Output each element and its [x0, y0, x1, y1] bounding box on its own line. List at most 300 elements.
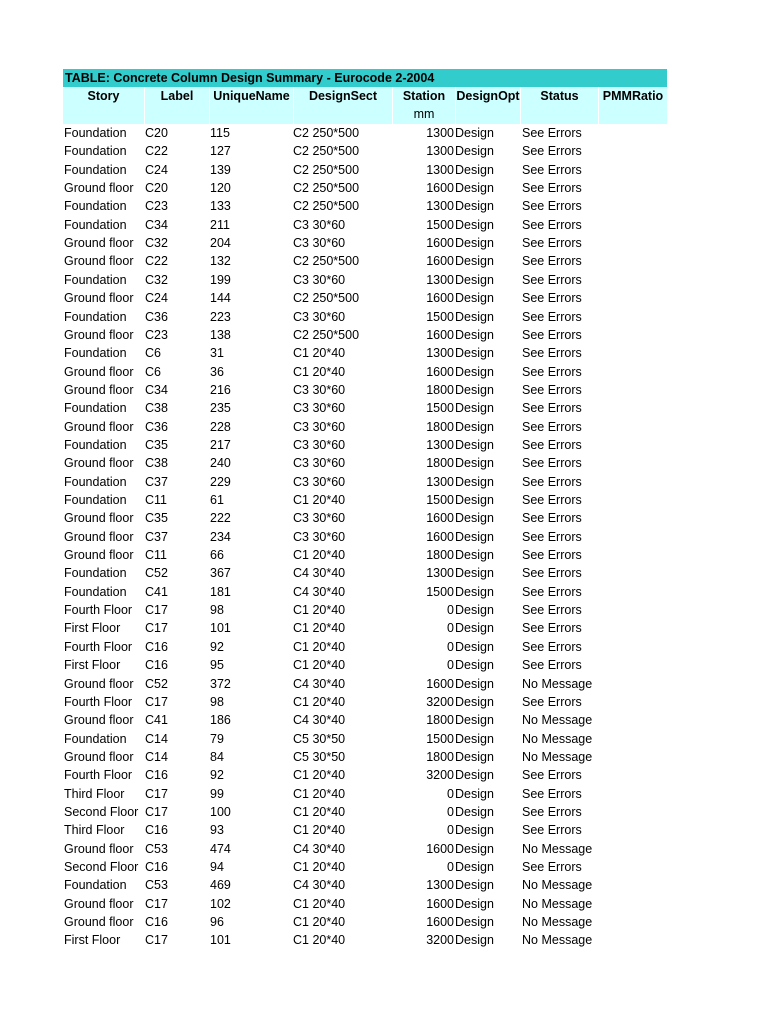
design-opt-cell: Design: [455, 878, 494, 893]
station-cell: 1600: [426, 511, 454, 526]
design-opt-cell: Design: [455, 621, 494, 636]
design-opt-cell: Design: [455, 511, 494, 526]
unique-name-cell: 98: [210, 603, 224, 618]
design-opt-cell: Design: [455, 346, 494, 361]
station-cell: 1500: [426, 401, 454, 416]
table-row: [63, 197, 667, 215]
station-cell: 0: [447, 804, 454, 819]
unique-name-cell: 115: [210, 126, 230, 140]
design-sect-cell: C2 250*500: [293, 162, 360, 177]
design-opt-cell: Design: [455, 896, 494, 911]
station-cell: 0: [447, 639, 454, 654]
station-cell: 1600: [426, 915, 454, 930]
unique-name-cell: 234: [210, 529, 231, 544]
status-cell: See Errors: [522, 566, 582, 581]
story-cell: Ground floor: [64, 915, 134, 930]
design-sect-cell: C3 30*60: [293, 474, 346, 489]
story-cell: Foundation: [64, 474, 127, 489]
label-cell: C34: [145, 382, 168, 397]
unique-name-cell: 216: [210, 382, 231, 397]
story-cell: Foundation: [64, 584, 127, 599]
unique-name-cell: 469: [210, 878, 231, 893]
table-row: [63, 564, 667, 582]
status-cell: See Errors: [522, 548, 582, 563]
story-cell: Ground floor: [64, 291, 134, 306]
station-cell: 0: [447, 603, 454, 618]
story-cell: Foundation: [64, 199, 127, 214]
story-cell: Foundation: [64, 272, 127, 287]
table-row: [63, 234, 667, 252]
header-station-unit: mm: [413, 107, 435, 121]
label-cell: C53: [145, 878, 168, 893]
label-cell: C52: [145, 676, 168, 691]
status-cell: See Errors: [522, 786, 582, 801]
design-sect-cell: C2 250*500: [293, 291, 360, 306]
unique-name-cell: 132: [210, 254, 231, 269]
table-row: [63, 546, 667, 564]
story-cell: Ground floor: [64, 749, 134, 764]
story-cell: Foundation: [64, 346, 127, 361]
design-sect-cell: C1 20*40: [293, 860, 346, 874]
story-cell: Ground floor: [64, 419, 134, 434]
station-cell: 1300: [426, 126, 454, 140]
table-row: [63, 124, 667, 142]
header-station: [392, 87, 455, 124]
unique-name-cell: 127: [210, 144, 231, 159]
header-design-sect: DesignSect: [293, 87, 392, 124]
station-cell: 1800: [426, 749, 454, 764]
design-sect-cell: C1 20*40: [293, 603, 346, 618]
unique-name-cell: 79: [210, 731, 224, 746]
table-row: [63, 785, 667, 803]
station-cell: 3200: [426, 768, 454, 783]
status-cell: No Message: [522, 713, 593, 728]
label-cell: C36: [145, 309, 168, 324]
design-opt-cell: Design: [455, 419, 494, 434]
design-sect-cell: C2 250*500: [293, 144, 360, 159]
table-row: [63, 436, 667, 454]
design-opt-cell: Design: [455, 199, 494, 214]
station-cell: 1800: [426, 548, 454, 563]
header-station-label: Station: [402, 89, 446, 103]
design-opt-cell: Design: [455, 401, 494, 416]
label-cell: C24: [145, 291, 168, 306]
story-cell: Foundation: [64, 217, 127, 232]
station-cell: 1800: [426, 456, 454, 471]
label-cell: C16: [145, 823, 168, 838]
label-cell: C38: [145, 401, 168, 416]
station-cell: 0: [447, 860, 454, 874]
table-row: [63, 308, 667, 326]
design-sect-cell: C1 20*40: [293, 823, 346, 838]
unique-name-cell: 101: [210, 933, 231, 948]
story-cell: Ground floor: [64, 548, 134, 563]
story-cell: Ground floor: [64, 236, 134, 251]
unique-name-cell: 211: [210, 217, 230, 232]
unique-name-cell: 474: [210, 841, 231, 856]
unique-name-cell: 66: [210, 548, 224, 563]
station-cell: 0: [447, 658, 454, 673]
table-row: [63, 840, 667, 858]
design-sect-cell: C3 30*60: [293, 309, 346, 324]
design-sect-cell: C1 20*40: [293, 621, 346, 636]
design-opt-cell: Design: [455, 731, 494, 746]
design-opt-cell: Design: [455, 529, 494, 544]
status-cell: No Message: [522, 896, 593, 911]
design-sect-cell: C3 30*60: [293, 419, 346, 434]
label-cell: C52: [145, 566, 168, 581]
status-cell: See Errors: [522, 860, 582, 874]
unique-name-cell: 199: [210, 272, 231, 287]
design-sect-cell: C3 30*60: [293, 529, 346, 544]
status-cell: No Message: [522, 749, 593, 764]
label-cell: C17: [145, 786, 168, 801]
table-title: TABLE: Concrete Column Design Summary - Eurocode 2-2004: [63, 69, 667, 87]
status-cell: See Errors: [522, 254, 582, 269]
table-row: [63, 528, 667, 546]
design-sect-cell: C1 20*40: [293, 364, 346, 379]
table-row: [63, 326, 667, 344]
story-cell: Fourth Floor: [64, 603, 133, 618]
design-sect-cell: C4 30*40: [293, 584, 346, 599]
design-sect-cell: C3 30*60: [293, 511, 346, 526]
header-unique-name: UniqueName: [209, 87, 293, 124]
header-row: [63, 87, 667, 124]
unique-name-cell: 95: [210, 658, 224, 673]
label-cell: C16: [145, 860, 168, 874]
label-cell: C23: [145, 199, 168, 214]
station-cell: 1300: [426, 878, 454, 893]
table-row: [63, 399, 667, 417]
status-cell: No Message: [522, 878, 593, 893]
unique-name-cell: 101: [210, 621, 231, 636]
design-sect-cell: C1 20*40: [293, 768, 346, 783]
label-cell: C22: [145, 144, 168, 159]
unique-name-cell: 240: [210, 456, 231, 471]
unique-name-cell: 94: [210, 860, 224, 874]
header-design-opt: DesignOpt: [455, 87, 520, 124]
label-cell: C36: [145, 419, 168, 434]
station-cell: 1800: [426, 419, 454, 434]
story-cell: Foundation: [64, 566, 127, 581]
station-cell: 1600: [426, 364, 454, 379]
table-row: [63, 711, 667, 729]
design-opt-cell: Design: [455, 603, 494, 618]
label-cell: C16: [145, 768, 168, 783]
story-cell: First Floor: [64, 658, 121, 673]
label-cell: C35: [145, 437, 168, 452]
status-cell: See Errors: [522, 382, 582, 397]
label-cell: C14: [145, 749, 168, 764]
status-cell: See Errors: [522, 272, 582, 287]
design-opt-cell: Design: [455, 804, 494, 819]
design-sect-cell: C3 30*60: [293, 382, 346, 397]
table-row: [63, 748, 667, 766]
table-row: [63, 473, 667, 491]
design-opt-cell: Design: [455, 327, 494, 342]
design-sect-cell: C3 30*60: [293, 456, 346, 471]
table-row: [63, 179, 667, 197]
story-cell: Ground floor: [64, 181, 134, 196]
status-cell: See Errors: [522, 126, 582, 140]
unique-name-cell: 367: [210, 566, 231, 581]
table-row: [63, 766, 667, 784]
label-cell: C37: [145, 474, 168, 489]
label-cell: C53: [145, 841, 168, 856]
station-cell: 1300: [426, 437, 454, 452]
label-cell: C17: [145, 694, 168, 709]
design-sect-cell: C1 20*40: [293, 915, 346, 930]
design-opt-cell: Design: [455, 823, 494, 838]
story-cell: Ground floor: [64, 382, 134, 397]
story-cell: Third Floor: [64, 823, 125, 838]
design-opt-cell: Design: [455, 456, 494, 471]
design-sect-cell: C3 30*60: [293, 401, 346, 416]
story-cell: Second Floor: [64, 804, 139, 819]
design-opt-cell: Design: [455, 126, 494, 140]
header-story: Story: [87, 89, 120, 103]
unique-name-cell: 96: [210, 915, 224, 930]
unique-name-cell: 36: [210, 364, 224, 379]
status-cell: See Errors: [522, 493, 582, 507]
design-opt-cell: Design: [455, 584, 494, 599]
story-cell: Fourth Floor: [64, 639, 133, 654]
story-cell: Foundation: [64, 309, 127, 324]
unique-name-cell: 84: [210, 749, 224, 764]
design-sect-cell: C2 250*500: [293, 126, 360, 140]
label-cell: C16: [145, 915, 168, 930]
label-cell: C35: [145, 511, 168, 526]
design-sect-cell: C4 30*40: [293, 878, 346, 893]
table-row: [63, 858, 667, 876]
table-row: [63, 675, 667, 693]
status-cell: See Errors: [522, 401, 582, 416]
status-cell: See Errors: [522, 437, 582, 452]
design-sect-cell: C2 250*500: [293, 254, 360, 269]
design-opt-cell: Design: [455, 841, 494, 856]
design-opt-cell: Design: [455, 639, 494, 654]
status-cell: No Message: [522, 841, 593, 856]
story-cell: Foundation: [64, 162, 127, 177]
table-row: [63, 454, 667, 472]
label-cell: C11: [145, 548, 168, 563]
design-opt-cell: Design: [455, 768, 494, 783]
table-row: [63, 876, 667, 894]
spreadsheet-table: [63, 69, 667, 948]
station-cell: 0: [447, 786, 454, 801]
design-sect-cell: C5 30*50: [293, 749, 346, 764]
station-cell: 1300: [426, 272, 454, 287]
status-cell: See Errors: [522, 217, 582, 232]
story-cell: Ground floor: [64, 529, 134, 544]
station-cell: 0: [447, 823, 454, 838]
unique-name-cell: 235: [210, 401, 231, 416]
table-row: [63, 142, 667, 160]
station-cell: 1600: [426, 327, 454, 342]
station-cell: 1300: [426, 474, 454, 489]
design-sect-cell: C5 30*50: [293, 731, 346, 746]
unique-name-cell: 133: [210, 199, 231, 214]
design-opt-cell: Design: [455, 860, 494, 874]
design-opt-cell: Design: [455, 217, 494, 232]
design-opt-cell: Design: [455, 694, 494, 709]
unique-name-cell: 217: [210, 437, 231, 452]
design-sect-cell: C1 20*40: [293, 639, 346, 654]
station-cell: 1600: [426, 841, 454, 856]
story-cell: Ground floor: [64, 364, 134, 379]
unique-name-cell: 100: [210, 804, 231, 819]
story-cell: Ground floor: [64, 676, 134, 691]
status-cell: See Errors: [522, 419, 582, 434]
label-cell: C23: [145, 327, 168, 342]
station-cell: 1800: [426, 713, 454, 728]
design-opt-cell: Design: [455, 254, 494, 269]
design-opt-cell: Design: [455, 566, 494, 581]
status-cell: No Message: [522, 731, 593, 746]
design-sect-cell: C4 30*40: [293, 841, 346, 856]
station-cell: 1600: [426, 236, 454, 251]
design-opt-cell: Design: [455, 236, 494, 251]
unique-name-cell: 139: [210, 162, 231, 177]
status-cell: See Errors: [522, 529, 582, 544]
status-cell: No Message: [522, 676, 593, 691]
design-opt-cell: Design: [455, 272, 494, 287]
status-cell: See Errors: [522, 144, 582, 159]
status-cell: See Errors: [522, 456, 582, 471]
status-cell: See Errors: [522, 327, 582, 342]
status-cell: See Errors: [522, 658, 582, 673]
label-cell: C34: [145, 217, 168, 232]
status-cell: See Errors: [522, 162, 582, 177]
unique-name-cell: 92: [210, 639, 224, 654]
design-opt-cell: Design: [455, 291, 494, 306]
label-cell: C17: [145, 933, 168, 948]
design-opt-cell: Design: [455, 437, 494, 452]
table-row: [63, 601, 667, 619]
table-row: [63, 656, 667, 674]
label-cell: C32: [145, 236, 168, 251]
design-sect-cell: C3 30*60: [293, 236, 346, 251]
unique-name-cell: 228: [210, 419, 231, 434]
status-cell: See Errors: [522, 768, 582, 783]
label-cell: C17: [145, 621, 168, 636]
status-cell: See Errors: [522, 236, 582, 251]
design-sect-cell: C2 250*500: [293, 327, 360, 342]
table-row: [63, 491, 667, 509]
status-cell: See Errors: [522, 181, 582, 196]
station-cell: 1500: [426, 584, 454, 599]
design-opt-cell: Design: [455, 915, 494, 930]
design-opt-cell: Design: [455, 713, 494, 728]
story-cell: Fourth Floor: [64, 768, 133, 783]
label-cell: C16: [145, 658, 168, 673]
status-cell: No Message: [522, 915, 593, 930]
label-cell: C16: [145, 639, 168, 654]
story-cell: Ground floor: [64, 713, 134, 728]
unique-name-cell: 223: [210, 309, 231, 324]
unique-name-cell: 181: [210, 584, 231, 599]
design-sect-cell: C1 20*40: [293, 804, 346, 819]
station-cell: 1600: [426, 896, 454, 911]
status-cell: See Errors: [522, 199, 582, 214]
table-row: [63, 895, 667, 913]
table-row: [63, 913, 667, 931]
story-cell: Foundation: [64, 493, 127, 507]
table-row: [63, 271, 667, 289]
story-cell: Ground floor: [64, 841, 134, 856]
label-cell: C37: [145, 529, 168, 544]
unique-name-cell: 204: [210, 236, 231, 251]
unique-name-cell: 120: [210, 181, 231, 196]
design-opt-cell: Design: [455, 933, 494, 948]
design-opt-cell: Design: [455, 382, 494, 397]
table-row: [63, 252, 667, 270]
story-cell: Fourth Floor: [64, 694, 133, 709]
label-cell: C20: [145, 181, 168, 196]
station-cell: 1300: [426, 144, 454, 159]
label-cell: C41: [145, 713, 168, 728]
unique-name-cell: 31: [210, 346, 224, 361]
unique-name-cell: 98: [210, 694, 224, 709]
unique-name-cell: 222: [210, 511, 231, 526]
unique-name-cell: 92: [210, 768, 224, 783]
label-cell: C6: [145, 364, 161, 379]
design-sect-cell: C1 20*40: [293, 548, 346, 563]
design-sect-cell: C1 20*40: [293, 896, 346, 911]
station-cell: 1600: [426, 254, 454, 269]
design-opt-cell: Design: [455, 786, 494, 801]
story-cell: Ground floor: [64, 896, 134, 911]
table-row: [63, 344, 667, 362]
story-cell: Foundation: [64, 731, 127, 746]
label-cell: C17: [145, 804, 168, 819]
status-cell: See Errors: [522, 474, 582, 489]
station-cell: 1500: [426, 217, 454, 232]
design-sect-cell: C3 30*60: [293, 217, 346, 232]
story-cell: Ground floor: [64, 456, 134, 471]
label-cell: C20: [145, 126, 168, 140]
station-cell: 1600: [426, 529, 454, 544]
unique-name-cell: 99: [210, 786, 224, 801]
station-cell: 1500: [426, 309, 454, 324]
station-cell: 1300: [426, 162, 454, 177]
station-cell: 0: [447, 621, 454, 636]
unique-name-cell: 61: [210, 493, 224, 507]
story-cell: Foundation: [64, 126, 127, 140]
status-cell: See Errors: [522, 694, 582, 709]
station-cell: 1600: [426, 181, 454, 196]
story-cell: Ground floor: [64, 511, 134, 526]
design-opt-cell: Design: [455, 144, 494, 159]
station-cell: 1300: [426, 346, 454, 361]
story-cell: Foundation: [64, 401, 127, 416]
design-opt-cell: Design: [455, 181, 494, 196]
table-row: [63, 509, 667, 527]
status-cell: See Errors: [522, 511, 582, 526]
story-cell: Second Floor: [64, 860, 139, 874]
status-cell: See Errors: [522, 823, 582, 838]
design-sect-cell: C1 20*40: [293, 658, 346, 673]
story-cell: Foundation: [64, 437, 127, 452]
design-opt-cell: Design: [455, 749, 494, 764]
unique-name-cell: 372: [210, 676, 231, 691]
label-cell: C32: [145, 272, 168, 287]
header-status: Status: [520, 87, 598, 124]
story-cell: Third Floor: [64, 786, 125, 801]
status-cell: See Errors: [522, 639, 582, 654]
table-row: [63, 363, 667, 381]
design-opt-cell: Design: [455, 658, 494, 673]
